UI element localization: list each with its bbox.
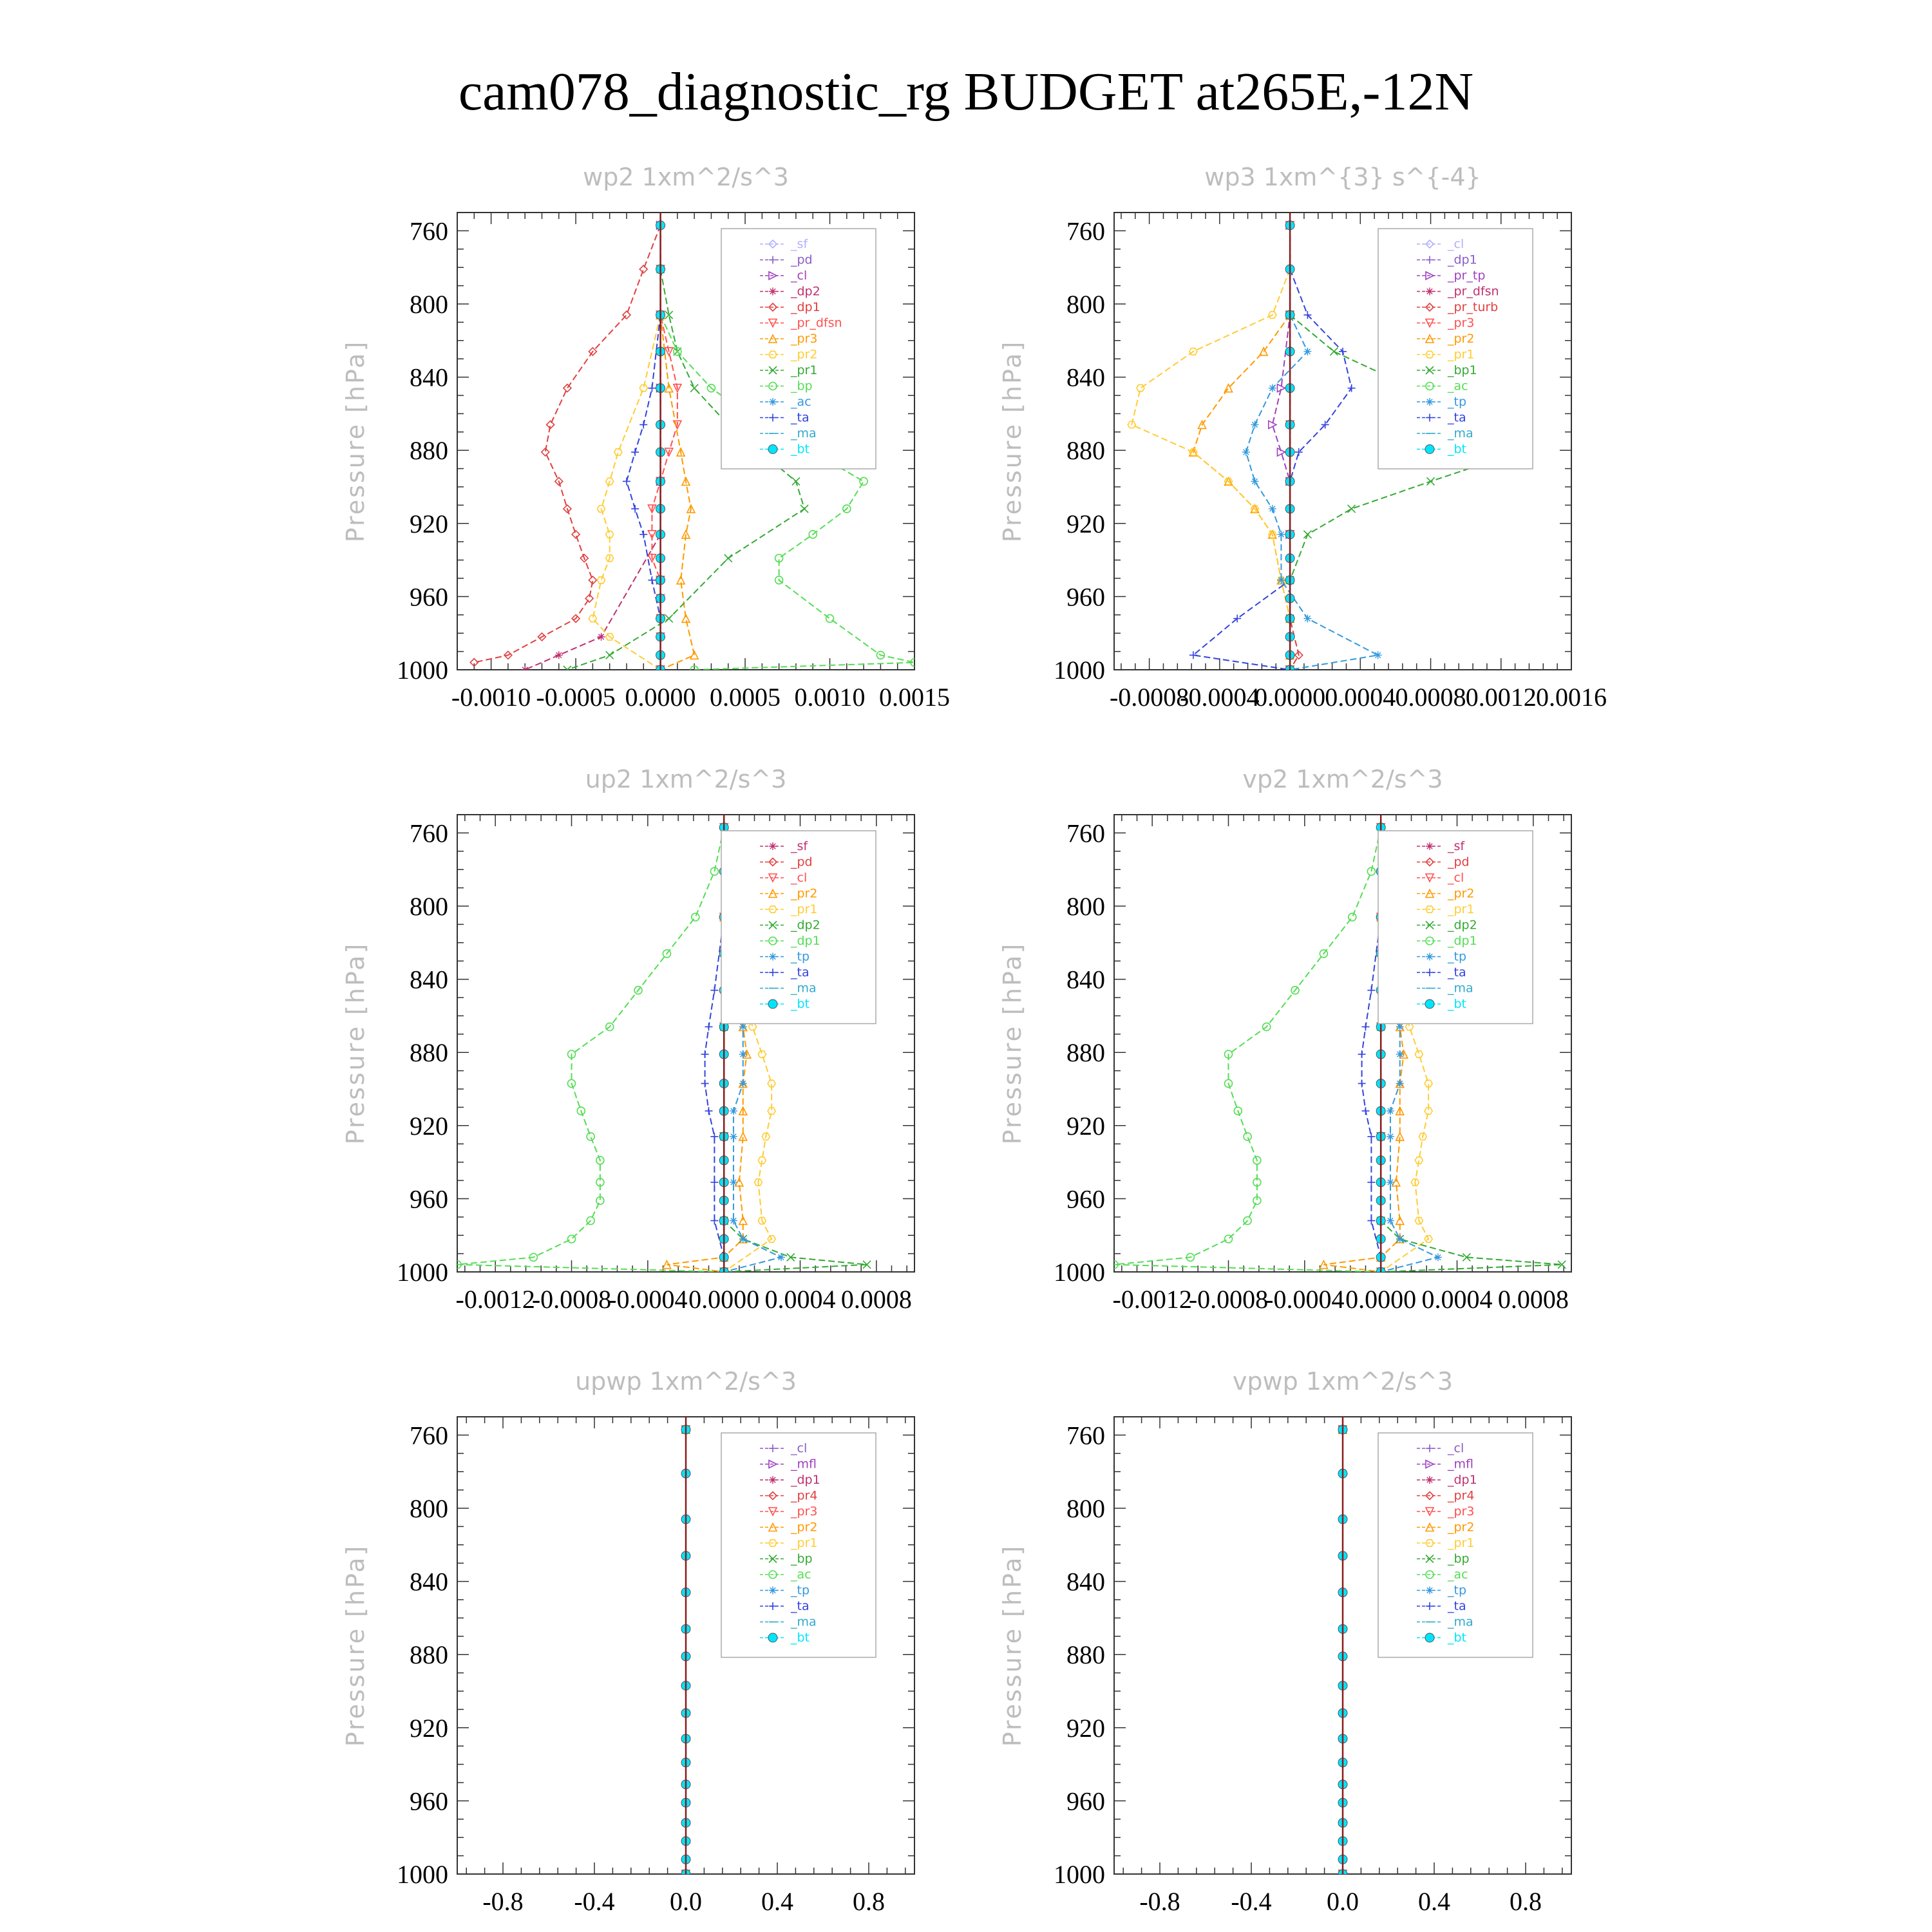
y-tick-label: 1000 xyxy=(1054,1258,1105,1287)
panel-title: vp2 1xm^2/s^3 xyxy=(1242,765,1443,793)
data-point-pr1 xyxy=(665,614,673,622)
series-line-dp1 xyxy=(474,225,660,663)
x-tick-label: -0.0012 xyxy=(1112,1285,1192,1314)
x-tick-label: -0.0008 xyxy=(1188,1285,1269,1314)
data-point-ta xyxy=(1362,1023,1370,1030)
chart-panel-1 xyxy=(341,163,950,712)
chart-panel-6 xyxy=(998,1367,1571,1916)
data-point-tp xyxy=(1396,1079,1404,1087)
series-line-pr2 xyxy=(592,315,660,670)
legend xyxy=(1378,229,1533,469)
data-point-bp1 xyxy=(1330,348,1338,355)
y-tick-label: 800 xyxy=(1066,892,1105,921)
x-tick-label: -0.8 xyxy=(1139,1887,1180,1916)
legend-label: _tp xyxy=(791,949,810,964)
legend-label: _sf xyxy=(791,839,808,853)
x-tick-label: 0.0005 xyxy=(710,683,781,712)
series-line-dp2 xyxy=(1381,1027,1562,1272)
x-tick-label: 0.0000 xyxy=(1345,1285,1417,1314)
data-point-tp xyxy=(1387,1179,1394,1186)
data-point-bp1 xyxy=(1348,505,1356,513)
figure-title: cam078_diagnostic_rg BUDGET at265E,-12N xyxy=(458,62,1474,122)
data-point-tp xyxy=(1434,1253,1442,1261)
legend-label: _pd xyxy=(791,855,813,869)
series-line-pr-dfsn xyxy=(652,269,677,670)
x-tick-label: -0.0012 xyxy=(455,1285,535,1314)
data-point-tp xyxy=(730,1217,737,1224)
legend-label: _pr1 xyxy=(1448,902,1475,916)
x-tick-label: 0.0000 xyxy=(625,683,696,712)
y-tick-label: 960 xyxy=(1066,1786,1105,1816)
y-tick-label: 840 xyxy=(1066,965,1105,994)
legend-label: _ma xyxy=(1448,1615,1473,1629)
y-axis-label: Pressure [hPa] xyxy=(998,942,1027,1145)
legend-label: _ta xyxy=(1448,965,1466,980)
x-tick-label: 0.0016 xyxy=(1536,683,1607,712)
y-tick-label: 880 xyxy=(410,1640,448,1670)
data-point-tp xyxy=(1277,531,1285,538)
y-tick-label: 760 xyxy=(410,1421,448,1450)
data-point-bp1 xyxy=(1303,531,1311,538)
data-point-tp xyxy=(730,1107,737,1115)
data-point-tp xyxy=(1303,348,1311,355)
legend-label: _pr2 xyxy=(1448,886,1475,901)
x-tick-label: 0.0010 xyxy=(794,683,866,712)
legend-label: _pr1 xyxy=(791,902,818,916)
y-tick-label: 880 xyxy=(1066,1640,1105,1670)
data-point-pr2 xyxy=(598,577,605,583)
legend-label: _pd xyxy=(791,252,813,267)
legend-label: _pr1 xyxy=(791,363,818,377)
y-tick-label: 800 xyxy=(410,1494,448,1523)
data-point-tp xyxy=(1396,1235,1404,1243)
y-tick-label: 800 xyxy=(1066,290,1105,319)
data-point-dp1 xyxy=(572,531,580,538)
x-tick-label: -0.0004 xyxy=(1180,683,1260,712)
legend-label: _pr1 xyxy=(791,1536,818,1550)
data-point-tp xyxy=(1396,1050,1404,1058)
y-tick-label: 960 xyxy=(410,582,448,612)
legend-label: _pr1 xyxy=(1448,347,1475,362)
data-point-tp xyxy=(1242,448,1250,456)
data-point-dp2 xyxy=(521,666,529,674)
data-point-tp xyxy=(730,1179,737,1186)
y-tick-label: 760 xyxy=(1066,1421,1105,1450)
legend-label: _ta xyxy=(791,410,810,425)
legend-label: _bt xyxy=(1448,1631,1467,1645)
x-tick-label: 0.0015 xyxy=(879,683,950,712)
data-point-ta xyxy=(705,1107,713,1115)
series-line-ta xyxy=(1193,269,1352,670)
y-tick-label: 920 xyxy=(1066,1111,1105,1141)
x-tick-label: -0.8 xyxy=(482,1887,524,1916)
x-tick-label: -0.4 xyxy=(1231,1887,1272,1916)
legend-label: _pr4 xyxy=(1448,1488,1475,1503)
legend-label: _cl xyxy=(791,269,808,283)
data-point-ta xyxy=(639,531,647,538)
y-axis-label: Pressure [hPa] xyxy=(998,339,1027,543)
legend-label: _pr2 xyxy=(1448,1520,1475,1535)
data-point-ta xyxy=(648,384,656,392)
data-point-tp xyxy=(739,1050,747,1058)
x-tick-label: -0.0010 xyxy=(451,683,531,712)
legend-label: _pr_tp xyxy=(1448,269,1486,283)
y-tick-label: 960 xyxy=(1066,582,1105,612)
data-point-tp xyxy=(1251,477,1258,485)
x-tick-label: 0.0000 xyxy=(1255,683,1326,712)
series-group xyxy=(681,1417,690,1879)
panels xyxy=(341,163,1607,1916)
y-tick-label: 1000 xyxy=(1054,656,1105,685)
legend-label: _dp1 xyxy=(791,934,820,948)
data-point-ta xyxy=(623,477,630,485)
series-line-dp1 xyxy=(457,828,724,1272)
data-point-tp xyxy=(1251,421,1258,428)
data-point-pr1 xyxy=(606,651,614,659)
y-tick-label: 920 xyxy=(410,1111,448,1141)
y-tick-label: 920 xyxy=(410,509,448,538)
legend xyxy=(1378,1433,1533,1658)
data-point-ta xyxy=(1358,1079,1366,1087)
y-tick-label: 760 xyxy=(1066,216,1105,246)
data-point-tp xyxy=(777,1253,785,1261)
legend-label: _pr_dfsn xyxy=(791,316,842,330)
y-tick-label: 760 xyxy=(1066,819,1105,848)
data-point-ta xyxy=(1358,1050,1366,1058)
legend-label: _bp xyxy=(791,1551,813,1566)
legend-label: _ta xyxy=(791,965,810,980)
legend-label: _cl xyxy=(1448,871,1464,885)
legend-label: _dp1 xyxy=(791,300,820,314)
data-point-tp xyxy=(730,1133,737,1141)
legend-label: _ma xyxy=(791,1615,817,1629)
y-axis-label: Pressure [hPa] xyxy=(341,942,370,1145)
x-tick-label: 0.0 xyxy=(1327,1887,1359,1916)
y-tick-label: 960 xyxy=(410,1786,448,1816)
y-tick-label: 840 xyxy=(410,965,448,994)
data-point-ta xyxy=(1367,1217,1375,1224)
legend xyxy=(721,1433,876,1658)
y-tick-label: 840 xyxy=(410,1567,448,1596)
y-tick-label: 840 xyxy=(410,363,448,392)
legend-label: _pr3 xyxy=(791,332,818,346)
y-tick-label: 960 xyxy=(410,1184,448,1214)
x-tick-label: 0.0008 xyxy=(1497,1285,1569,1314)
legend-label: _bp xyxy=(1448,1551,1470,1566)
data-point-dp1 xyxy=(568,1235,576,1243)
y-tick-label: 800 xyxy=(410,290,448,319)
x-tick-label: 0.8 xyxy=(1510,1887,1542,1916)
legend-label: _tp xyxy=(1448,395,1467,409)
data-point-pr-tp xyxy=(1277,448,1285,456)
y-tick-label: 920 xyxy=(410,1713,448,1743)
panel-title: up2 1xm^2/s^3 xyxy=(585,765,787,793)
legend-label: _dp1 xyxy=(1448,1473,1477,1487)
series-line-dp1 xyxy=(1114,828,1381,1272)
legend-label: _pr3 xyxy=(1448,316,1475,330)
legend-label: _ma xyxy=(791,981,817,996)
legend-label: _cl xyxy=(1448,237,1464,251)
data-point-pr1 xyxy=(800,505,808,513)
data-point-tp xyxy=(1387,1217,1394,1224)
data-point-dp1 xyxy=(564,384,571,392)
series-line-pr3 xyxy=(661,315,695,670)
data-point-pr1 xyxy=(792,477,800,485)
data-point-tp xyxy=(1374,651,1382,659)
x-tick-label: -0.0004 xyxy=(1265,1285,1345,1314)
series-line-ta xyxy=(627,315,661,670)
legend-label: _pr2 xyxy=(791,1520,818,1535)
legend-label: _pr4 xyxy=(791,1488,818,1503)
chart-panel-4 xyxy=(998,765,1571,1314)
x-tick-label: 0.0004 xyxy=(1421,1285,1493,1314)
legend-label: _ma xyxy=(791,426,817,440)
series-line-pr1 xyxy=(1132,269,1290,670)
legend-label: _ac xyxy=(791,1567,811,1582)
data-point-ta xyxy=(701,1050,709,1058)
legend xyxy=(721,831,876,1024)
y-axis-label: Pressure [hPa] xyxy=(341,339,370,543)
y-tick-label: 1000 xyxy=(1054,1860,1105,1889)
data-point-pr2 xyxy=(614,449,622,455)
x-tick-label: 0.0 xyxy=(670,1887,702,1916)
legend-label: _mfl xyxy=(791,1457,817,1472)
data-point-dp1 xyxy=(639,265,647,273)
legend-label: _ac xyxy=(1448,1567,1468,1582)
panel-title: wp2 1xm^2/s^3 xyxy=(583,163,789,191)
data-point-dp1 xyxy=(587,1133,594,1141)
legend-label: _ta xyxy=(1448,1599,1466,1613)
legend-label: _bt xyxy=(1448,442,1467,457)
legend-label: _sf xyxy=(1448,839,1465,853)
x-tick-label: 0.4 xyxy=(1418,1887,1450,1916)
legend-label: _dp1 xyxy=(1448,252,1477,267)
x-tick-label: -0.0008 xyxy=(1109,683,1189,712)
y-tick-label: 960 xyxy=(1066,1184,1105,1214)
legend-label: _bt xyxy=(791,997,810,1011)
data-point-pr1 xyxy=(1415,1051,1423,1057)
legend-label: _ma xyxy=(1448,426,1473,440)
data-point-bp1 xyxy=(1427,477,1435,485)
legend-label: _pr2 xyxy=(791,886,818,901)
data-point-tp xyxy=(1269,384,1276,392)
legend-label: _cl xyxy=(1448,1441,1464,1455)
legend-label: _bp xyxy=(791,379,813,393)
y-axis-label: Pressure [hPa] xyxy=(998,1544,1027,1747)
legend-label: _sf xyxy=(791,237,808,251)
data-point-tp xyxy=(1303,614,1311,622)
y-axis-label: Pressure [hPa] xyxy=(341,1544,370,1747)
y-tick-label: 840 xyxy=(1066,1567,1105,1596)
x-tick-label: 0.0008 xyxy=(840,1285,912,1314)
y-tick-label: 880 xyxy=(1066,436,1105,466)
legend xyxy=(1378,831,1533,1024)
series-line-tp xyxy=(1246,315,1378,670)
data-point-bp xyxy=(826,614,834,622)
chart-panel-3 xyxy=(341,765,914,1314)
data-point-dp1 xyxy=(1349,913,1356,921)
data-point-ta xyxy=(631,505,639,513)
legend-label: _pr2 xyxy=(791,347,818,362)
x-tick-label: 0.0004 xyxy=(764,1285,836,1314)
legend-label: _dp1 xyxy=(791,1473,820,1487)
y-tick-label: 920 xyxy=(1066,509,1105,538)
data-point-ta xyxy=(705,1023,713,1030)
y-tick-label: 880 xyxy=(410,1038,448,1068)
legend-label: _pr3 xyxy=(791,1504,818,1519)
data-point-pr1 xyxy=(690,384,698,392)
x-tick-label: -0.0008 xyxy=(531,1285,612,1314)
data-point-ta xyxy=(1367,1179,1375,1186)
legend-label: _cl xyxy=(791,1441,808,1455)
data-point-ta xyxy=(639,421,647,428)
legend-label: _bp1 xyxy=(1448,363,1477,377)
legend-label: _tp xyxy=(1448,1583,1467,1598)
legend xyxy=(721,229,876,469)
data-point-ta xyxy=(710,987,718,994)
y-tick-label: 1000 xyxy=(397,1258,448,1287)
legend-label: _ac xyxy=(1448,379,1468,393)
data-point-pr1 xyxy=(1137,384,1144,391)
x-tick-label: 0.0012 xyxy=(1465,683,1537,712)
panel-title: wp3 1xm^{3} s^{-4} xyxy=(1204,163,1481,191)
x-tick-label: 0.8 xyxy=(853,1887,885,1916)
legend-label: _cl xyxy=(791,871,808,885)
y-tick-label: 760 xyxy=(410,819,448,848)
legend-label: _pr1 xyxy=(1448,1536,1475,1550)
legend-label: _dp2 xyxy=(791,284,820,299)
data-point-ta xyxy=(1367,1133,1375,1141)
data-point-dp1 xyxy=(692,913,699,921)
data-point-dp1 xyxy=(1225,1235,1233,1243)
x-tick-label: -0.4 xyxy=(574,1887,615,1916)
data-point-dp2 xyxy=(555,651,563,659)
legend-label: _pr_turb xyxy=(1448,300,1499,314)
data-point-ta xyxy=(631,448,639,456)
data-point-ta xyxy=(648,576,656,584)
legend-label: _pr3 xyxy=(1448,1504,1475,1519)
legend-label: _bt xyxy=(791,1631,810,1645)
legend-label: _pd xyxy=(1448,855,1470,869)
x-tick-label: 0.0000 xyxy=(688,1285,760,1314)
data-point-dp1 xyxy=(1244,1133,1251,1141)
data-point-ta xyxy=(710,1133,718,1141)
legend-label: _dp1 xyxy=(1448,934,1477,948)
data-point-tp xyxy=(1387,1107,1394,1115)
y-tick-label: 880 xyxy=(1066,1038,1105,1068)
legend-label: _ta xyxy=(791,1599,810,1613)
legend-label: _bt xyxy=(1448,997,1467,1011)
panel-title: upwp 1xm^2/s^3 xyxy=(575,1367,797,1396)
data-point-ta xyxy=(1362,1107,1370,1115)
x-tick-label: 0.0004 xyxy=(1325,683,1396,712)
data-point-tp xyxy=(739,1235,747,1243)
legend-label: _tp xyxy=(1448,949,1467,964)
y-tick-label: 880 xyxy=(410,436,448,466)
legend-label: _ac xyxy=(791,395,811,409)
data-point-bp xyxy=(860,477,867,485)
legend-label: _ta xyxy=(1448,410,1466,425)
data-point-ta xyxy=(710,1217,718,1224)
data-point-ta xyxy=(710,1179,718,1186)
x-tick-label: 0.4 xyxy=(761,1887,793,1916)
legend-label: _pr_dfsn xyxy=(1448,284,1499,299)
y-tick-label: 800 xyxy=(410,892,448,921)
y-tick-label: 800 xyxy=(1066,1494,1105,1523)
legend-label: _mfl xyxy=(1448,1457,1473,1472)
legend-label: _bt xyxy=(791,442,810,457)
data-point-tp xyxy=(739,1079,747,1087)
y-tick-label: 1000 xyxy=(397,656,448,685)
legend-label: _tp xyxy=(791,1583,810,1598)
chart-panel-2 xyxy=(998,163,1607,712)
legend-label: _dp2 xyxy=(1448,918,1477,933)
x-tick-label: -0.0005 xyxy=(536,683,616,712)
data-point-pr1 xyxy=(724,554,732,562)
chart-panel-5 xyxy=(341,1367,914,1916)
series-group xyxy=(1338,1417,1347,1879)
x-tick-label: -0.0004 xyxy=(608,1285,688,1314)
data-point-ta xyxy=(1367,987,1375,994)
series-line-pr2 xyxy=(1193,315,1290,670)
y-tick-label: 840 xyxy=(1066,363,1105,392)
y-tick-label: 1000 xyxy=(397,1860,448,1889)
panel-title: vpwp 1xm^2/s^3 xyxy=(1232,1367,1454,1396)
data-point-tp xyxy=(1269,505,1276,513)
data-point-pr1 xyxy=(758,1051,766,1057)
y-tick-label: 920 xyxy=(1066,1713,1105,1743)
legend-label: _ma xyxy=(1448,981,1473,996)
legend-label: _dp2 xyxy=(791,918,820,933)
x-tick-label: 0.0008 xyxy=(1395,683,1466,712)
data-point-tp xyxy=(1387,1133,1394,1141)
legend-label: _pr2 xyxy=(1448,332,1475,346)
data-point-ta xyxy=(701,1079,709,1087)
y-tick-label: 760 xyxy=(410,216,448,246)
data-point-dp2 xyxy=(598,633,605,641)
